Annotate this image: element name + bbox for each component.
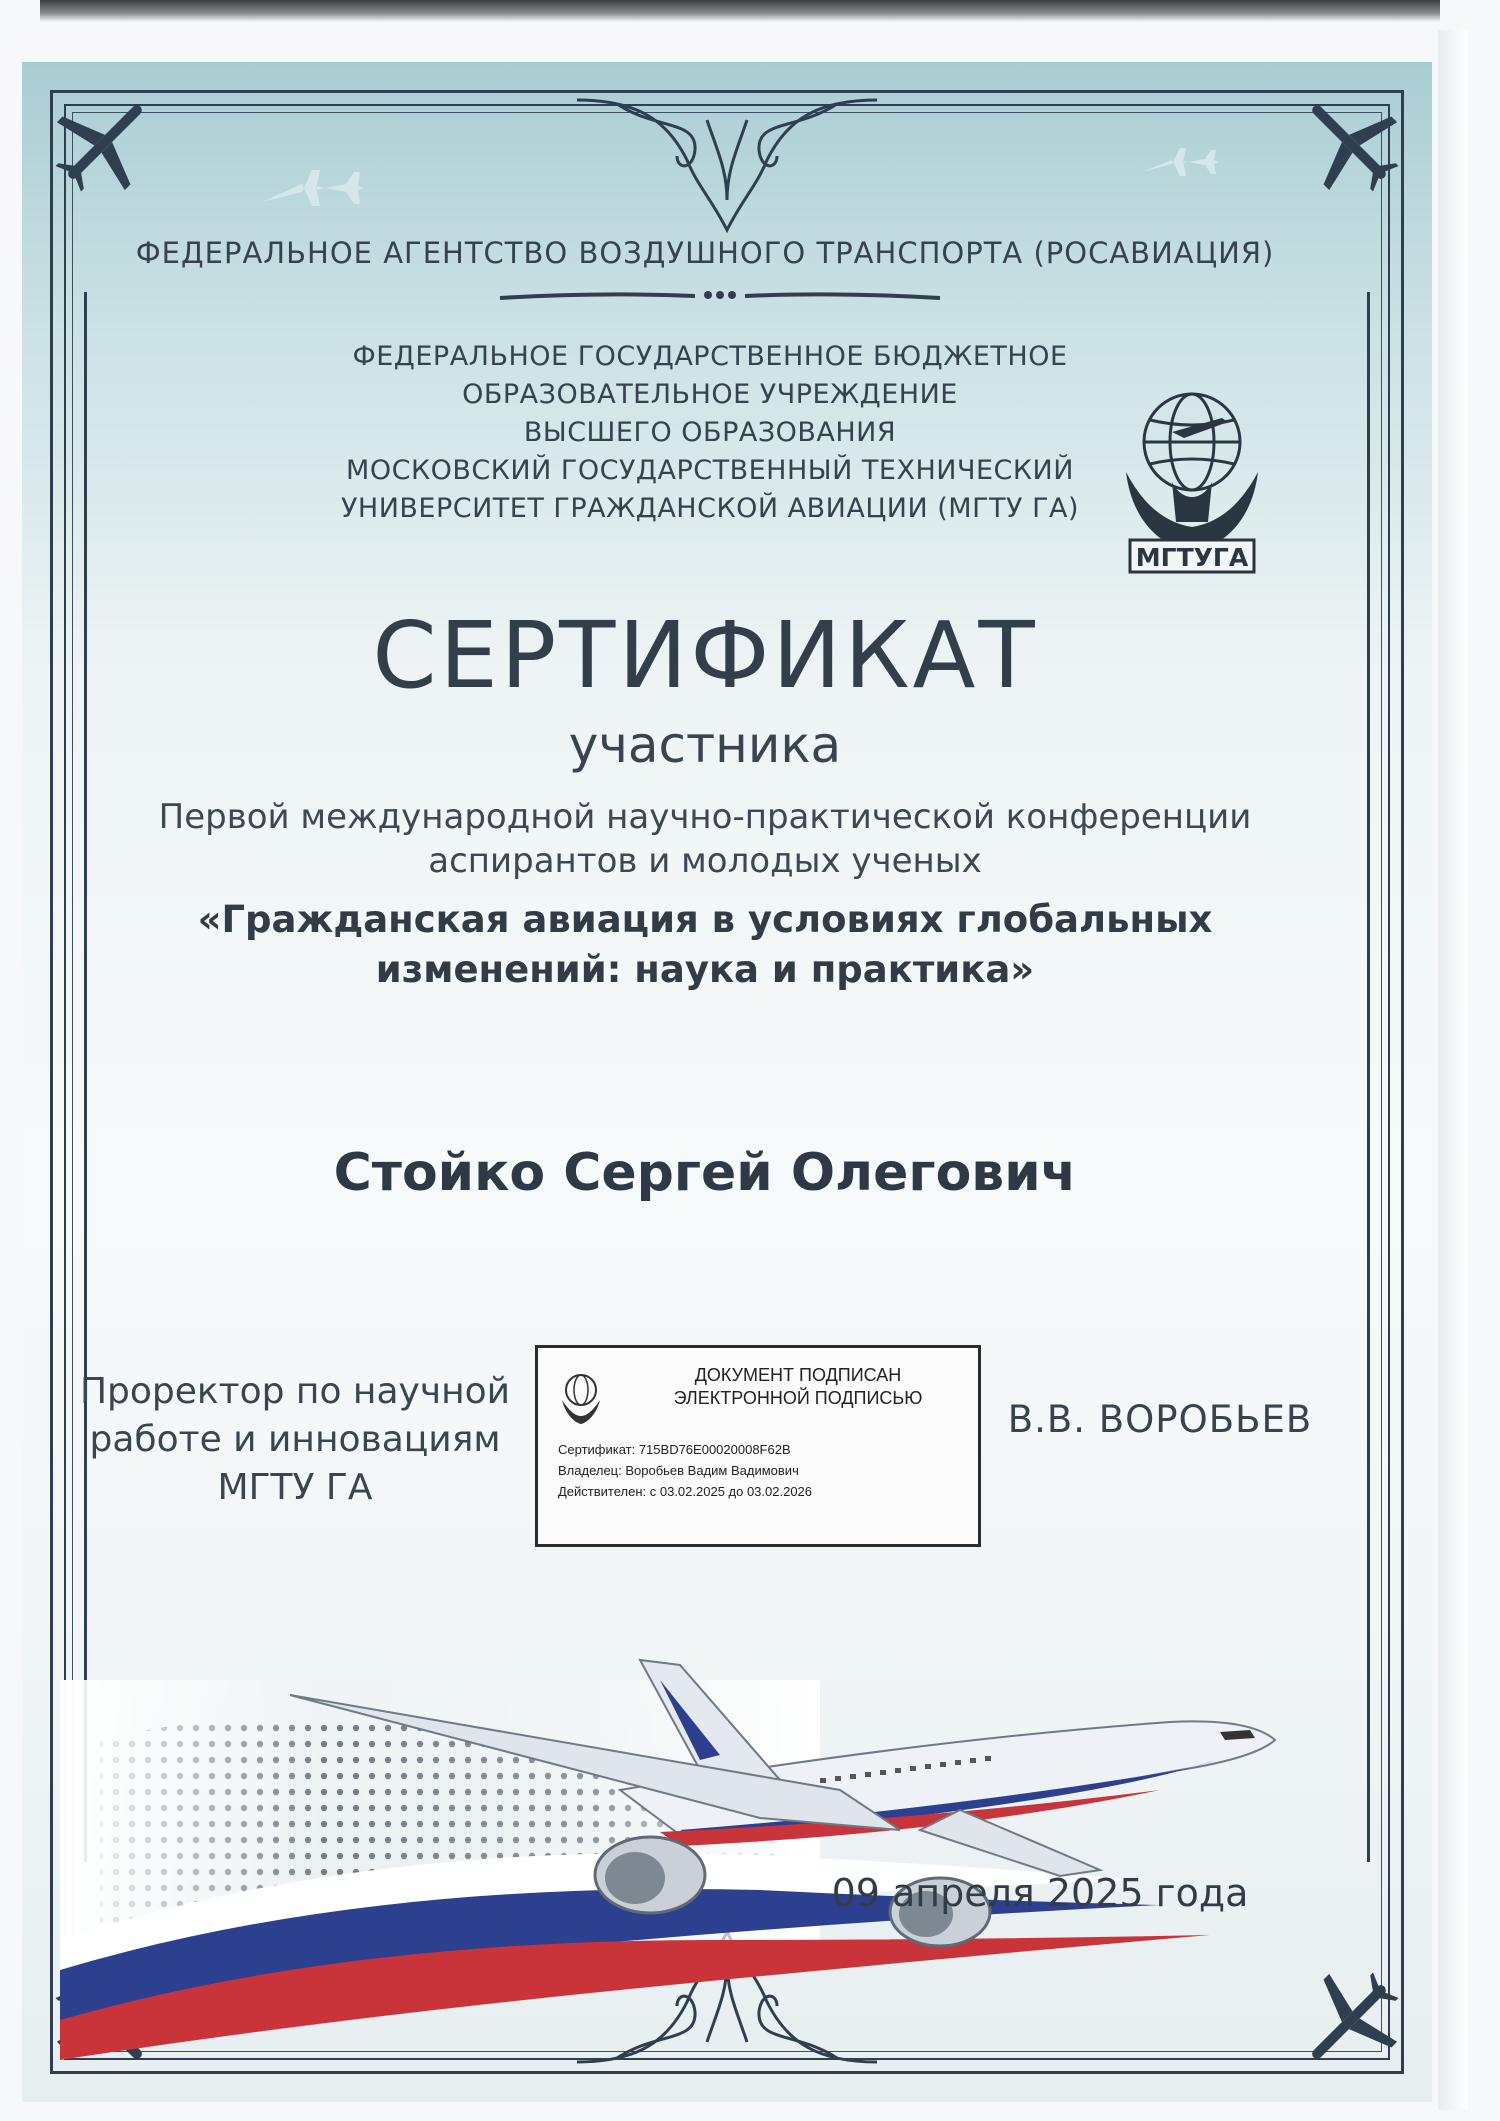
signer-position [70, 1368, 520, 1512]
university-line: ВЫСШЕГО ОБРАЗОВАНИЯ [523, 417, 897, 448]
certificate-date: 09 апреля 2025 года [831, 1871, 1249, 1915]
certificate-subtitle: участника [568, 716, 842, 774]
stamp-owner: Владелец: Воробьев Вадим Вадимович [558, 1463, 799, 1478]
electronic-signature-stamp [535, 1345, 981, 1547]
stamp-heading-line: ЭЛЕКТРОННОЙ ПОДПИСЬЮ [673, 1388, 923, 1408]
logo-text: МГТУГА [1135, 543, 1249, 572]
university-line: ФЕДЕРАЛЬНОЕ ГОСУДАРСТВЕННОЕ БЮДЖЕТНОЕ [352, 341, 1068, 372]
position-line: Проректор по научной [79, 1371, 511, 1412]
university-line: ОБРАЗОВАТЕЛЬНОЕ УЧРЕЖДЕНИЕ [462, 379, 958, 410]
conference-line: аспирантов и молодых ученых [428, 841, 982, 881]
conference-name-line: «Гражданская авиация в условиях глобальных [197, 898, 1213, 941]
position-line: МГТУ ГА [217, 1467, 373, 1508]
stamp-heading-line: ДОКУМЕНТ ПОДПИСАН [694, 1365, 902, 1385]
participant-name: Стойко Сергей Олегович [333, 1143, 1077, 1203]
stamp-valid: Действителен: с 03.02.2025 до 03.02.2026 [558, 1484, 813, 1499]
airliner-illustration [60, 1640, 1400, 2060]
conference-description [90, 795, 1320, 883]
signer-name: В.В. ВОРОБЬЕВ [1007, 1398, 1313, 1441]
conference-line: Первой международной научно-практической конференции [158, 797, 1252, 837]
left-side-rule [84, 292, 87, 1862]
certificate-title: СЕРТИФИКАТ [372, 602, 1038, 709]
university-line: МОСКОВСКИЙ ГОСУДАРСТВЕННЫЙ ТЕХНИЧЕСКИЙ [346, 455, 1074, 486]
university-line: УНИВЕРСИТЕТ ГРАЖДАНСКОЙ АВИАЦИИ (МГТУ ГА) [340, 493, 1080, 524]
header-divider [490, 280, 950, 310]
university-logo-icon [1112, 372, 1272, 582]
paper-edge [1438, 30, 1468, 2110]
stamp-logo-icon [556, 1368, 606, 1428]
top-ornament [577, 90, 877, 240]
stamp-certificate: Сертификат: 715BD76E00020008F62B [558, 1442, 791, 1457]
airplane-icon [40, 82, 170, 202]
university-name [270, 338, 1150, 528]
conference-name [90, 895, 1320, 995]
conference-name-line: изменений: наука и практика» [375, 948, 1035, 991]
right-side-rule [1367, 292, 1370, 1862]
scan-edge [40, 0, 1440, 22]
position-line: работе и инновациям [89, 1419, 501, 1460]
airplane-icon [1284, 82, 1414, 202]
agency-name: ФЕДЕРАЛЬНОЕ АГЕНТСТВО ВОЗДУШНОГО ТРАНСПОРТА (РОСАВИАЦИЯ) [135, 236, 1275, 270]
stamp-heading [628, 1364, 968, 1410]
